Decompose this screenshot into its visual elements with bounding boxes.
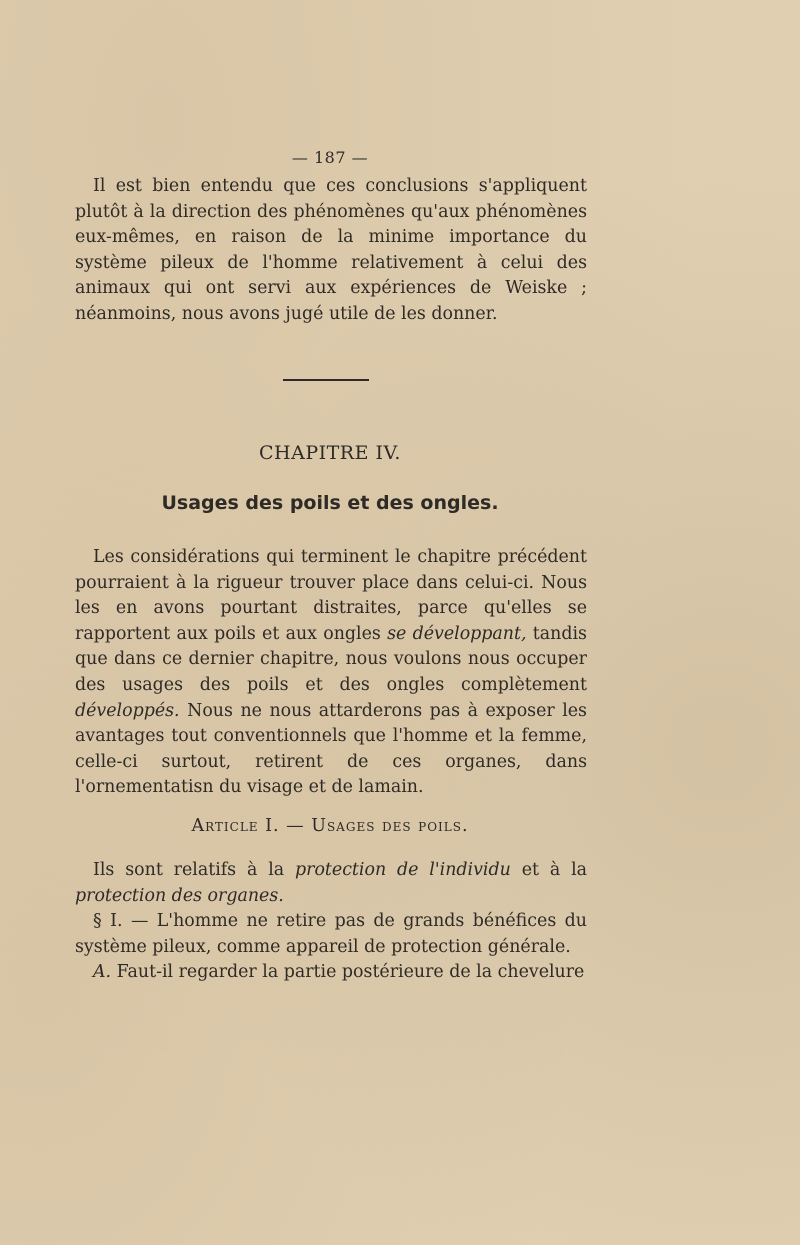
chapter-paragraph-part1: Les considérations qui terminent le chapitre précédent pourraient à la rigueur trouver place dans celui-ci. Nous les en avons pourtant distraites, parce qu'elles se rapportent aux poils et aux ongles [75, 547, 587, 644]
intro-paragraph: Il est bien entendu que ces conclusions s'appliquent plutôt à la direction des phénomènes qu'aux phénomènes eux-mêmes, en raison de la minime importance du système pileux de l'homme relativement à celui des animaux qui ont servi aux expériences de Weiske ; néanmoins, nous avons jugé utile de les donner. [75, 176, 587, 324]
chapter-paragraph [75, 545, 587, 801]
chapter-text-block [75, 545, 587, 801]
chapter-paragraph-emphasis-2: développés. [75, 700, 180, 721]
question-text: Faut-il regarder la partie postérieure de la chevelure [111, 962, 585, 983]
question-paragraph [75, 960, 587, 986]
article-heading: Article I. — Usages des poils. [191, 816, 469, 836]
article-paragraph-part1: Ils sont relatifs à la [93, 860, 295, 880]
chapter-paragraph-part2: tandis que dans ce dernier chapitre, nous voulons nous occuper des usages des poils et des ongles complètement [75, 623, 587, 695]
article-paragraph-part2: et à la [510, 860, 587, 880]
chapter-paragraph-part3: Nous ne nous attarderons pas à exposer les avantages tout conventionnels que l'homme et la femme, celle-ci surtout, retirent de ces organes, dans l'ornementatisn du visage et de lamain. [75, 700, 587, 798]
section-paragraph: § I. — L'homme ne retire pas de grands bénéfices du système pileux, comme appareil de protection générale. [75, 911, 587, 957]
page-number: — 187 — [291, 148, 369, 167]
article-paragraph-emphasis-1: protection de l'individu [295, 860, 511, 880]
article-paragraph [75, 858, 587, 909]
chapter-paragraph-emphasis-1: se développant, [387, 623, 527, 644]
chapter-title: Usages des poils et des ongles. [161, 492, 499, 514]
article-paragraph-emphasis-2: protection des organes. [75, 885, 284, 906]
intro-text-block [75, 174, 587, 328]
section-divider [283, 379, 369, 381]
question-label: A. [93, 962, 112, 983]
article-text-block [75, 858, 587, 986]
chapter-heading: CHAPITRE IV. [259, 442, 401, 464]
